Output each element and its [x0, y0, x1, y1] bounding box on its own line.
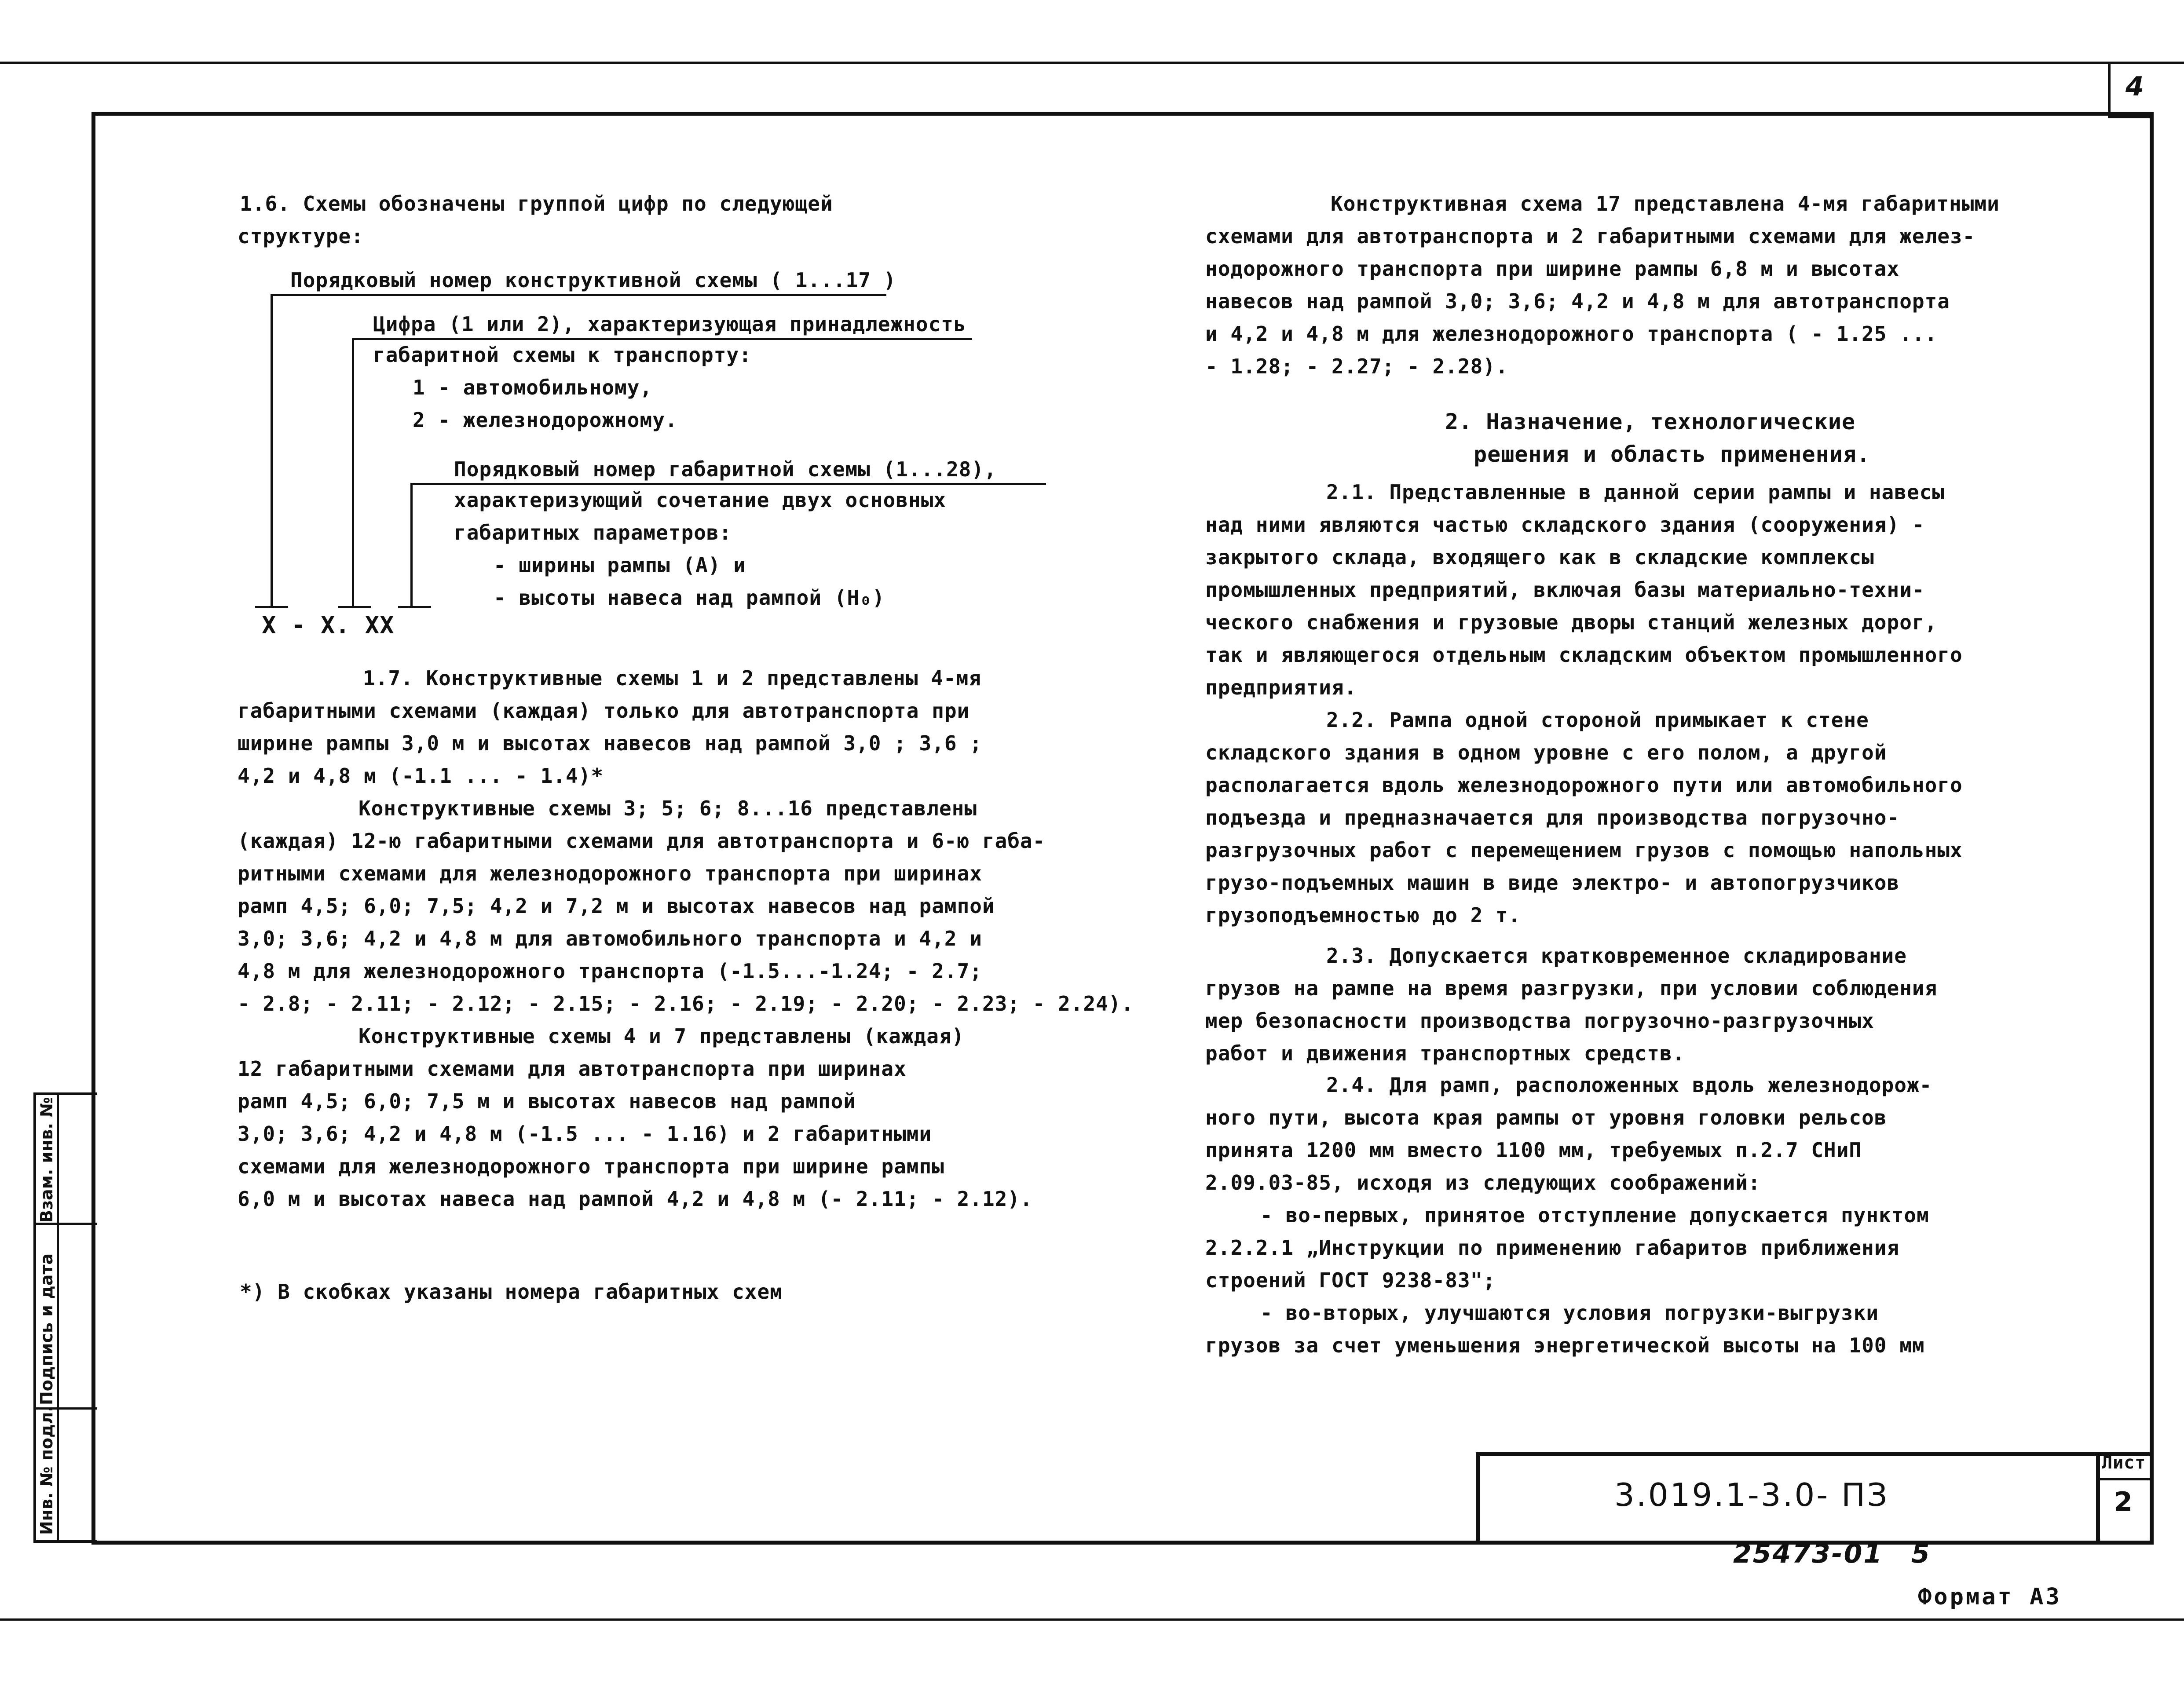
p22-line5: разгрузочных работ с перемещением грузов с помощью напольных — [1205, 838, 1963, 862]
p17c-line6: 6,0 м и высотах навеса над рампой 4,2 и 4,8 м (- 2.11; - 2.12). — [238, 1187, 1033, 1211]
paragraph-2-3 — [1205, 939, 1937, 1070]
scheme-line1-underline — [271, 294, 886, 296]
gabarit-number-label: Порядковый номер габаритной схемы (1...28), — [454, 457, 997, 481]
p17d-line6: - 1.28; - 2.27; - 2.28). — [1205, 354, 1508, 378]
p17c-line5: схемами для железнодорожного транспорта при ширине рампы — [238, 1154, 944, 1178]
p24-line2: ного пути, высота края рампы от уровня головки рельсов — [1205, 1106, 1887, 1129]
inventory-number: 25473-01 — [1733, 1538, 1884, 1569]
stamp-label-inv-podl: Инв. № подл. — [37, 1405, 56, 1535]
paragraph-1-7-scheme-17 — [1205, 187, 2000, 383]
p16-line1: 1.6. Схемы обозначены группой цифр по следующей — [240, 192, 833, 216]
p17d-line1: Конструктивная схема 17 представлена 4-мя габаритными — [1331, 192, 2000, 216]
paragraph-1-7-schemes-4-7 — [238, 1020, 1033, 1215]
param-ramp-width: - ширины рампы (А) и — [494, 553, 746, 577]
p17c-line3: рамп 4,5; 6,0; 7,5 м и высотах навесов над рампой — [238, 1089, 856, 1113]
bottom-trim-line — [0, 1618, 2184, 1621]
code-x2-tick — [338, 606, 371, 608]
p17d-line4: навесов над рампой 3,0; 3,6; 4,2 и 4,8 м для автотранспорта — [1205, 289, 1950, 313]
p17b-line2: (каждая) 12-ю габаритными схемами для автотранспорта и 6-ю габа- — [238, 829, 1046, 853]
p17d-line2: схемами для автотранспорта и 2 габаритными схемами для желез- — [1205, 224, 1975, 248]
p24-line8: - во-вторых, улучшаются условия погрузки-выгрузки — [1260, 1301, 1879, 1325]
scheme-line2-vertical — [352, 338, 354, 606]
p17-line3: ширине рампы 3,0 м и высотах навесов над рампой 3,0 ; 3,6 ; — [238, 731, 982, 755]
p24-line7: строений ГОСТ 9238-83"; — [1205, 1268, 1496, 1292]
paragraph-2-4 — [1205, 1069, 1932, 1362]
p17c-line2: 12 габаритными схемами для автотранспорта при ширинах — [238, 1057, 907, 1081]
p23-line1: 2.3. Допускается кратковременное складирование — [1326, 944, 1907, 968]
format-label: Формат А3 — [1918, 1584, 2062, 1610]
page-number: 5 — [1911, 1538, 1931, 1569]
paragraph-2-1 — [1205, 476, 1963, 704]
p17-line4: 4,2 и 4,8 м (-1.1 ... - 1.4)* — [238, 764, 604, 788]
sheet-label: Лист — [2102, 1453, 2146, 1473]
params-intro: характеризующий сочетание двух основных — [454, 488, 947, 512]
p17b-line5: 3,0; 3,6; 4,2 и 4,8 м для автомобильного транспорта и 4,2 и — [238, 927, 982, 950]
stamp-label-vzam-inv: Взам. инв. № — [37, 1097, 56, 1223]
paragraph-1-6 — [240, 187, 833, 220]
transport-type-intro: габаритной схемы к транспорту: — [373, 343, 752, 367]
p21-line3: закрытого склада, входящего как в складские комплексы — [1205, 545, 1874, 569]
section-2-title-line1: 2. Назначение, технологические — [1445, 409, 1856, 435]
section-2-title-line2: решения и область применения. — [1474, 442, 1870, 467]
p17b-line7: - 2.8; - 2.11; - 2.12; - 2.15; - 2.16; - 2.19; - 2.20; - 2.23; - 2.24). — [238, 992, 1134, 1016]
p17-line2: габаритными схемами (каждая) только для автотранспорта при — [238, 699, 970, 723]
p16-line2: структуре: — [238, 224, 364, 248]
p23-line4: работ и движения транспортных средств. — [1205, 1041, 1685, 1065]
p17b-line6: 4,8 м для железнодорожного транспорта (-1.5...-1.24; - 2.7; — [238, 959, 982, 983]
p17d-line5: и 4,2 и 4,8 м для железнодорожного транспорта ( - 1.25 ... — [1205, 322, 1938, 346]
code-pattern: X - X. XX — [262, 611, 395, 639]
scheme-line1-vertical — [271, 294, 273, 606]
param-canopy-height: - высоты навеса над рампой (H₀) — [494, 586, 885, 610]
p17c-line4: 3,0; 3,6; 4,2 и 4,8 м (-1.5 ... - 1.16) и 2 габаритными — [238, 1122, 932, 1146]
p21-line1: 2.1. Представленные в данной серии рампы и навесы — [1326, 480, 1945, 504]
p23-line3: мер безопасности производства погрузочно-разгрузочных — [1205, 1009, 1874, 1033]
p23-line2: грузов на рампе на время разгрузки, при условии соблюдения — [1205, 976, 1938, 1000]
p21-line4: промышленных предприятий, включая базы материально-техни- — [1205, 578, 1925, 602]
p24-line5: - во-первых, принятое отступление допускается пунктом — [1260, 1203, 1929, 1227]
scheme-number-label: Порядковый номер конструктивной схемы ( 1...17 ) — [290, 268, 896, 292]
params-label: габаритных параметров: — [454, 521, 732, 544]
code-xx-tick — [398, 606, 431, 608]
p24-line6: 2.2.2.1 „Инструкции по применению габаритов приближения — [1205, 1236, 1900, 1260]
p21-line2: над ними являются частью складского здания (сооружения) - — [1205, 513, 1925, 537]
p17b-line4: рамп 4,5; 6,0; 7,5; 4,2 и 7,2 м и высотах навесов над рампой — [238, 894, 995, 918]
p24-line9: грузов за счет уменьшения энергетической высоты на 100 мм — [1205, 1333, 1925, 1357]
p17b-line1: Конструктивные схемы 3; 5; 6; 8...16 представлены — [359, 796, 977, 820]
p24-line4: 2.09.03-85, исходя из следующих соображений: — [1205, 1171, 1761, 1195]
p17c-line1: Конструктивные схемы 4 и 7 представлены (каждая) — [359, 1024, 965, 1048]
p21-line6: так и являющегося отдельным складским объектом промышленного — [1205, 643, 1963, 667]
p22-line4: подъезда и предназначается для производства погрузочно- — [1205, 806, 1900, 829]
p24-line1: 2.4. Для рамп, расположенных вдоль железнодорож- — [1326, 1073, 1932, 1097]
transport-type-block — [373, 339, 752, 436]
p21-line5: ческого снабжения и грузовые дворы станций железных дорог, — [1205, 610, 1938, 634]
paragraph-2-2 — [1205, 704, 1963, 931]
p17d-line3: нодорожного транспорта при ширине рампы 6,8 м и высотах — [1205, 257, 1900, 281]
top-trim-line — [0, 62, 2184, 64]
transport-type-rail: 2 - железнодорожному. — [413, 408, 678, 432]
corner-number: 4 — [2125, 71, 2145, 102]
transport-type-auto: 1 - автомобильному, — [413, 376, 653, 399]
sheet-number: 2 — [2114, 1487, 2134, 1517]
footnote: *) В скобках указаны номера габаритных схем — [240, 1280, 783, 1304]
p17-line1: 1.7. Конструктивные схемы 1 и 2 представлены 4-мя — [363, 666, 982, 690]
digit-ownership-label: Цифра (1 или 2), характеризующая принадлежность — [373, 312, 966, 336]
scheme-line3-vertical — [410, 483, 413, 606]
p24-line3: принята 1200 мм вместо 1100 мм, требуемых п.2.7 СНиП — [1205, 1138, 1862, 1162]
p21-line7: предприятия. — [1205, 676, 1357, 699]
document-code: 3.019.1-3.0- ПЗ — [1614, 1476, 1889, 1513]
p17b-line3: ритными схемами для железнодорожного транспорта при ширинах — [238, 862, 982, 885]
p22-line3: располагается вдоль железнодорожного пути или автомобильного — [1205, 773, 1963, 797]
code-x1-tick — [255, 606, 288, 608]
p22-line1: 2.2. Рампа одной стороной примыкает к стене — [1326, 708, 1869, 732]
stamp-label-signature-date: Подпись и дата — [37, 1253, 56, 1405]
gabarit-params-block — [454, 484, 946, 614]
p22-line6: грузо-подъемных машин в виде электро- и автопогрузчиков — [1205, 871, 1900, 895]
paragraph-1-7 — [238, 662, 982, 792]
paragraph-1-7-schemes-3-16 — [238, 792, 1134, 1020]
p22-line2: складского здания в одном уровне с его полом, а другой — [1205, 741, 1887, 764]
p22-line7: грузоподъемностью до 2 т. — [1205, 903, 1521, 927]
